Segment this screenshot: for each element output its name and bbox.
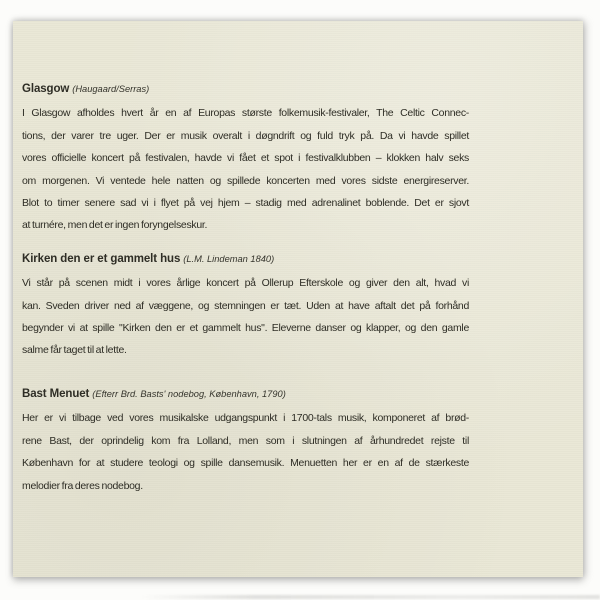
paragraph <box>22 272 469 362</box>
song-title: Kirken den er et gammelt hus <box>22 252 181 265</box>
body-line: salme får taget til at lette. <box>22 344 127 357</box>
body-line: Blot to timer senere sad vi i flyet på vej hjem – stadig med adrenalinet boblende. Det er sjovt <box>22 197 469 210</box>
song-title: Glasgow <box>22 83 70 95</box>
body-line: Vi står på scenen midt i vores årlige koncert på Ollerup Efterskole og giver den alt, hvad vi <box>22 277 469 290</box>
song-credit: (Efterr Brd. Basts' nodebog, København, 1790) <box>92 388 286 399</box>
body-line: om morgenen. Vi ventede hele natten og spillede koncerten med vores sidste energireserver. <box>22 174 469 187</box>
body-line: at turnére, men det er ingen foryngelseskur. <box>22 219 208 232</box>
body-line: København for at studere teologi og spille dansemusik. Menuetten her er en af de stærkeste <box>22 457 469 470</box>
body-line: vores officielle koncert på festivalen, havde vi fået et spot i festivalklubben – klokken halv seks <box>22 152 469 165</box>
paragraph <box>22 407 469 497</box>
booklet-page <box>13 21 583 577</box>
body-line: tions, der varer tre uger. Der er musik overalt i døgndrift og fuld tryk på. Da vi havde spillet <box>22 129 469 142</box>
liner-notes <box>22 78 469 497</box>
body-line: begynder vi at spille "Kirken den er et gammelt hus". Eleverne danser og klapper, og den gamle <box>22 322 469 335</box>
section-heading <box>22 383 469 405</box>
song-title: Bast Menuet <box>22 387 90 400</box>
body-line: kan. Sveden driver ned af væggene, og stemningen er tæt. Uden at have aftalt det på forhånd <box>22 299 469 312</box>
body-line: melodier fra deres nodebog. <box>22 479 143 492</box>
section-heading <box>22 78 469 100</box>
track-section-bast-menuet <box>22 383 469 497</box>
body-line: Her er vi tilbage ved vores musikalske udgangspunkt i 1700-tals musik, komponeret af brød- <box>22 412 469 425</box>
track-section-kirken <box>22 248 469 362</box>
song-credit: (Haugaard/Serras) <box>72 84 150 94</box>
body-line: rene Bast, der oprindelig kom fra Lolland, men som i slutningen af århundredet rejste til <box>22 434 469 447</box>
paragraph <box>22 102 469 236</box>
section-heading <box>22 248 469 270</box>
track-section-glasgow <box>22 78 469 237</box>
body-line: I Glasgow afholdes hvert år en af Europas største folkemusik-festivaler, The Celtic Connec- <box>22 107 469 120</box>
song-credit: (L.M. Lindeman 1840) <box>183 253 275 264</box>
